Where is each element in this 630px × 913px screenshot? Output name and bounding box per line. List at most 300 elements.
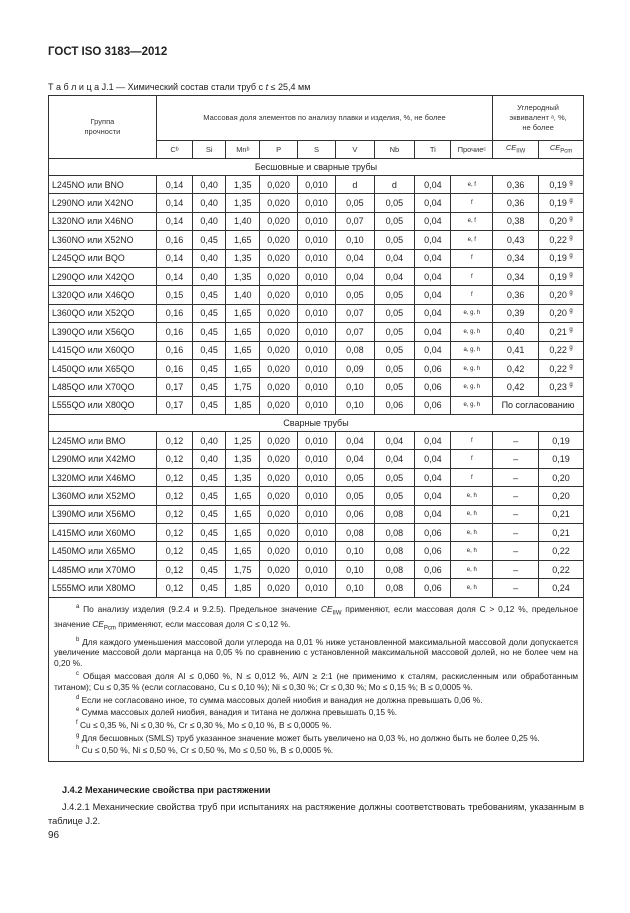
value-cell: 0,010 <box>297 212 335 230</box>
table-footnotes <box>49 597 584 762</box>
other-elements-cell: f <box>451 267 493 285</box>
other-elements-cell: e, h <box>451 579 493 597</box>
value-cell: 0,20 <box>539 468 584 486</box>
value-cell: 0,06 <box>415 579 451 597</box>
value-cell: 0,010 <box>297 231 335 249</box>
value-cell: 1,65 <box>226 304 260 322</box>
other-elements-cell: e, h <box>451 487 493 505</box>
value-cell: 0,15 <box>156 286 192 304</box>
value-cell: 0,010 <box>297 286 335 304</box>
grade-cell: L245MO или BMO <box>49 432 157 450</box>
other-elements-cell: e, h <box>451 560 493 578</box>
table-row <box>49 267 584 285</box>
value-cell: 0,12 <box>156 505 192 523</box>
value-cell: 0,020 <box>260 505 297 523</box>
value-cell: 0,10 <box>336 579 374 597</box>
other-elements-cell: f <box>451 194 493 212</box>
grade-cell: L245NO или BNO <box>49 176 157 194</box>
value-cell: 0,41 <box>493 341 539 359</box>
header-element-col: P <box>260 141 297 159</box>
ce-by-agreement: По согласованию <box>493 396 584 414</box>
table-row <box>49 212 584 230</box>
grade-cell: L415MO или X60MO <box>49 524 157 542</box>
value-cell: 0,020 <box>260 231 297 249</box>
grade-cell: L450MO или X65MO <box>49 542 157 560</box>
header-element-col: Прочиеᶜ <box>451 141 493 159</box>
value-cell: 0,45 <box>193 487 226 505</box>
value-cell: 0,010 <box>297 249 335 267</box>
value-cell: 0,12 <box>156 560 192 578</box>
value-cell: 0,12 <box>156 468 192 486</box>
value-cell: 0,12 <box>156 432 192 450</box>
other-elements-cell: e, f <box>451 231 493 249</box>
footnote-h: $^h$ Cu ≤ 0,50 %, Ni ≤ 0,50 %, Cr ≤ 0,50 %, Mo ≤ 0,50 %, B ≤ 0,0005 %. <box>76 745 334 756</box>
value-cell: 0,38 <box>493 212 539 230</box>
value-cell: 0,010 <box>297 560 335 578</box>
value-cell: 0,10 <box>336 396 374 414</box>
value-cell: 1,65 <box>226 542 260 560</box>
footnote-b: $^b$ Для каждого уменьшения массовой доли углерода на 0,01 % ниже установленной максимальной массовой доли допускается увеличение массовой доли марганца на 0,05 % по сравнению с установленной максимальной массовой долей, но не более чем на 0,20 %. <box>54 636 578 669</box>
value-cell: 0,020 <box>260 304 297 322</box>
value-cell: 0,45 <box>193 524 226 542</box>
other-elements-cell: f <box>451 432 493 450</box>
value-cell: 0,05 <box>374 194 415 212</box>
value-cell: 0,020 <box>260 487 297 505</box>
table-row <box>49 286 584 304</box>
table-row <box>49 323 584 341</box>
value-cell: 0,19 $^g$ <box>539 176 584 194</box>
value-cell: 0,14 <box>156 212 192 230</box>
grade-cell: L320NO или X46NO <box>49 212 157 230</box>
value-cell: 1,65 <box>226 524 260 542</box>
value-cell: 1,75 <box>226 378 260 396</box>
value-cell: 1,85 <box>226 396 260 414</box>
value-cell: 0,04 <box>336 450 374 468</box>
value-cell: 1,35 <box>226 194 260 212</box>
value-cell: 0,04 <box>374 249 415 267</box>
other-elements-cell: e, g, h <box>451 378 493 396</box>
value-cell: 0,21 $^g$ <box>539 323 584 341</box>
value-cell: 0,020 <box>260 579 297 597</box>
value-cell: 0,04 <box>415 194 451 212</box>
value-cell: 0,020 <box>260 359 297 377</box>
value-cell: 0,06 <box>374 396 415 414</box>
value-cell: 0,08 <box>336 341 374 359</box>
value-cell: 0,05 <box>336 468 374 486</box>
grade-cell: L320QO или X46QO <box>49 286 157 304</box>
caption-suffix: ≤ 25,4 мм <box>270 82 311 92</box>
value-cell: 0,06 <box>415 378 451 396</box>
value-cell: 0,05 <box>374 212 415 230</box>
value-cell: 0,04 <box>336 432 374 450</box>
value-cell: 0,020 <box>260 323 297 341</box>
value-cell: 0,39 <box>493 304 539 322</box>
value-cell: 0,020 <box>260 267 297 285</box>
table-row <box>49 524 584 542</box>
value-cell: – <box>493 505 539 523</box>
grade-cell: L245QO или BQO <box>49 249 157 267</box>
other-elements-cell: a, g, h <box>451 341 493 359</box>
chemical-composition-table <box>48 95 584 762</box>
value-cell: 0,020 <box>260 524 297 542</box>
value-cell: 0,05 <box>374 359 415 377</box>
value-cell: 0,23 $^g$ <box>539 378 584 396</box>
value-cell: 1,85 <box>226 579 260 597</box>
other-elements-cell: f <box>451 249 493 267</box>
value-cell: 0,020 <box>260 396 297 414</box>
value-cell: 0,04 <box>374 432 415 450</box>
value-cell: 0,21 <box>539 505 584 523</box>
value-cell: 0,16 <box>156 231 192 249</box>
grade-cell: L415QO или X60QO <box>49 341 157 359</box>
value-cell: 0,010 <box>297 304 335 322</box>
section-welded: Сварные трубы <box>49 415 584 432</box>
grade-cell: L485MO или X70MO <box>49 560 157 578</box>
value-cell: 0,010 <box>297 359 335 377</box>
value-cell: 1,65 <box>226 487 260 505</box>
value-cell: 1,35 <box>226 267 260 285</box>
table-row <box>49 542 584 560</box>
table-row <box>49 359 584 377</box>
value-cell: 0,36 <box>493 194 539 212</box>
grade-cell: L290QO или X42QO <box>49 267 157 285</box>
value-cell: 0,45 <box>193 396 226 414</box>
value-cell: e, g, h <box>451 396 493 414</box>
other-elements-cell: e, g, h <box>451 304 493 322</box>
header-element-col: Mnᵇ <box>226 141 260 159</box>
value-cell: 1,65 <box>226 323 260 341</box>
value-cell: – <box>493 542 539 560</box>
value-cell: 0,19 $^g$ <box>539 267 584 285</box>
value-cell: 0,21 <box>539 524 584 542</box>
table-row <box>49 249 584 267</box>
value-cell: 0,06 <box>415 396 451 414</box>
other-elements-cell: e, g, h <box>451 323 493 341</box>
value-cell: 0,06 <box>415 560 451 578</box>
value-cell: 0,010 <box>297 341 335 359</box>
value-cell: 0,04 <box>415 468 451 486</box>
footnote-f: $^f$ Cu ≤ 0,35 %, Ni ≤ 0,30 %, Cr ≤ 0,30 %, Mo ≤ 0,10 %, B ≤ 0,0005 %. <box>76 719 332 730</box>
grade-cell: L555QO или X80QO <box>49 396 157 414</box>
value-cell: 0,16 <box>156 304 192 322</box>
value-cell: 0,22 $^g$ <box>539 359 584 377</box>
table-row <box>49 579 584 597</box>
value-cell: 0,04 <box>415 286 451 304</box>
value-cell: 0,04 <box>415 487 451 505</box>
value-cell: 0,07 <box>336 212 374 230</box>
value-cell: 0,45 <box>193 579 226 597</box>
value-cell: 0,45 <box>193 341 226 359</box>
value-cell: 0,08 <box>374 505 415 523</box>
table-row <box>49 468 584 486</box>
header-ce-iiw: $CE_{IIW}$ <box>493 141 539 159</box>
other-elements-cell: f <box>451 450 493 468</box>
value-cell: 0,45 <box>193 286 226 304</box>
value-cell: 0,07 <box>336 323 374 341</box>
value-cell: 0,010 <box>297 432 335 450</box>
value-cell: 0,40 <box>193 450 226 468</box>
value-cell: 0,05 <box>374 468 415 486</box>
table-row <box>49 378 584 396</box>
table-row <box>49 176 584 194</box>
value-cell: 0,09 <box>336 359 374 377</box>
footnote-d: $^d$ Если не согласовано иное, то сумма массовых долей ниобия и ванадия не должна превышать 0,06 %. <box>76 694 483 705</box>
table-row <box>49 505 584 523</box>
section-seamless-welded: Бесшовные и сварные трубы <box>49 159 584 176</box>
value-cell: 0,04 <box>415 267 451 285</box>
value-cell: 0,05 <box>336 286 374 304</box>
value-cell: 0,20 $^g$ <box>539 212 584 230</box>
header-element-col: S <box>297 141 335 159</box>
value-cell: 1,65 <box>226 341 260 359</box>
value-cell: 0,08 <box>374 542 415 560</box>
value-cell: – <box>493 560 539 578</box>
caption-symbol: t <box>265 82 269 92</box>
value-cell: 0,45 <box>193 542 226 560</box>
other-elements-cell: f <box>451 286 493 304</box>
other-elements-cell: f <box>451 468 493 486</box>
value-cell: 0,22 $^g$ <box>539 231 584 249</box>
value-cell: 0,010 <box>297 396 335 414</box>
header-mass-fraction: Массовая доля элементов по анализу плавки и изделия, %, не более <box>156 96 492 141</box>
value-cell: 0,010 <box>297 450 335 468</box>
value-cell: 0,04 <box>415 231 451 249</box>
value-cell: 0,010 <box>297 524 335 542</box>
value-cell: 1,40 <box>226 286 260 304</box>
value-cell: 0,010 <box>297 487 335 505</box>
value-cell: 0,40 <box>493 323 539 341</box>
other-elements-cell: e, g, h <box>451 359 493 377</box>
value-cell: 0,010 <box>297 505 335 523</box>
value-cell: 0,06 <box>415 359 451 377</box>
value-cell: 0,020 <box>260 542 297 560</box>
value-cell: 0,20 <box>539 487 584 505</box>
value-cell: 0,45 <box>193 323 226 341</box>
header-element-col: Nb <box>374 141 415 159</box>
value-cell: 0,04 <box>374 450 415 468</box>
value-cell: 0,05 <box>374 487 415 505</box>
value-cell: 0,43 <box>493 231 539 249</box>
value-cell: 0,19 <box>539 450 584 468</box>
value-cell: 0,45 <box>193 359 226 377</box>
page-number: 96 <box>48 830 60 841</box>
value-cell: 0,020 <box>260 194 297 212</box>
value-cell: 0,020 <box>260 176 297 194</box>
section-heading: J.4.2 Механические свойства при растяжении <box>62 785 271 795</box>
value-cell: 0,04 <box>415 176 451 194</box>
other-elements-cell: e, h <box>451 524 493 542</box>
value-cell: 0,20 $^g$ <box>539 286 584 304</box>
value-cell: 0,020 <box>260 378 297 396</box>
caption-prefix: Т а б л и ц а J.1 — Химический состав стали труб с <box>48 82 264 92</box>
value-cell: 0,05 <box>374 378 415 396</box>
value-cell: 0,42 <box>493 359 539 377</box>
value-cell: – <box>493 579 539 597</box>
value-cell: 1,35 <box>226 468 260 486</box>
value-cell: – <box>493 450 539 468</box>
value-cell: 0,40 <box>193 212 226 230</box>
grade-cell: L485QO или X70QO <box>49 378 157 396</box>
value-cell: 0,22 <box>539 542 584 560</box>
value-cell: 1,35 <box>226 176 260 194</box>
value-cell: 0,17 <box>156 378 192 396</box>
value-cell: 0,45 <box>193 378 226 396</box>
grade-cell: L360QO или X52QO <box>49 304 157 322</box>
value-cell: 0,40 <box>193 267 226 285</box>
table-row <box>49 194 584 212</box>
value-cell: 0,45 <box>193 468 226 486</box>
table-row <box>49 450 584 468</box>
value-cell: 0,04 <box>415 249 451 267</box>
value-cell: 0,020 <box>260 450 297 468</box>
other-elements-cell: e, h <box>451 542 493 560</box>
value-cell: 0,34 <box>493 267 539 285</box>
value-cell: 0,08 <box>374 560 415 578</box>
grade-cell: L290MO или X42MO <box>49 450 157 468</box>
value-cell: 1,65 <box>226 231 260 249</box>
value-cell: 0,020 <box>260 468 297 486</box>
value-cell: 0,10 <box>336 231 374 249</box>
value-cell: 0,04 <box>415 341 451 359</box>
value-cell: 0,06 <box>415 542 451 560</box>
value-cell: 0,010 <box>297 176 335 194</box>
value-cell: 0,05 <box>374 286 415 304</box>
value-cell: 0,010 <box>297 267 335 285</box>
value-cell: 1,75 <box>226 560 260 578</box>
value-cell: 0,05 <box>374 304 415 322</box>
value-cell: d <box>336 176 374 194</box>
value-cell: 0,06 <box>415 524 451 542</box>
value-cell: 0,04 <box>415 323 451 341</box>
value-cell: 0,05 <box>336 487 374 505</box>
value-cell: 0,07 <box>336 304 374 322</box>
grade-cell: L555MO или X80MO <box>49 579 157 597</box>
value-cell: 0,04 <box>415 450 451 468</box>
header-element-col: Cᵇ <box>156 141 192 159</box>
grade-cell: L450QO или X65QO <box>49 359 157 377</box>
value-cell: 0,04 <box>374 267 415 285</box>
header-carbon-equivalent: Углеродный эквивалент ᵃ, %, не более <box>493 96 584 141</box>
value-cell: 0,08 <box>374 524 415 542</box>
value-cell: 1,25 <box>226 432 260 450</box>
value-cell: 0,010 <box>297 468 335 486</box>
grade-cell: L390QO или X56QO <box>49 323 157 341</box>
value-cell: 0,05 <box>374 341 415 359</box>
value-cell: 0,22 <box>539 560 584 578</box>
other-elements-cell: e, f <box>451 176 493 194</box>
value-cell: 0,04 <box>336 267 374 285</box>
value-cell: 0,40 <box>193 176 226 194</box>
value-cell: – <box>493 432 539 450</box>
header-element-col: Si <box>193 141 226 159</box>
document-header: ГОСТ ISO 3183—2012 <box>48 46 168 58</box>
value-cell: 0,010 <box>297 542 335 560</box>
grade-cell: L390MO или X56MO <box>49 505 157 523</box>
value-cell: 0,45 <box>193 304 226 322</box>
table-row <box>49 560 584 578</box>
value-cell: 0,14 <box>156 267 192 285</box>
value-cell: 0,020 <box>260 560 297 578</box>
grade-cell: L360MO или X52MO <box>49 487 157 505</box>
value-cell: 0,020 <box>260 432 297 450</box>
value-cell: d <box>374 176 415 194</box>
value-cell: 0,16 <box>156 341 192 359</box>
value-cell: 0,10 <box>336 560 374 578</box>
value-cell: 0,34 <box>493 249 539 267</box>
value-cell: 1,40 <box>226 212 260 230</box>
table-row <box>49 304 584 322</box>
value-cell: 0,020 <box>260 341 297 359</box>
value-cell: – <box>493 487 539 505</box>
value-cell: 0,05 <box>336 194 374 212</box>
table-caption <box>48 82 310 92</box>
value-cell: 0,04 <box>415 432 451 450</box>
value-cell: 0,04 <box>415 212 451 230</box>
value-cell: 0,16 <box>156 359 192 377</box>
grade-cell: L320MO или X46MO <box>49 468 157 486</box>
header-group: Группа прочности <box>49 96 157 159</box>
value-cell: 0,010 <box>297 194 335 212</box>
table-row <box>49 341 584 359</box>
value-cell: 0,12 <box>156 542 192 560</box>
value-cell: 0,12 <box>156 524 192 542</box>
grade-cell: L360NO или X52NO <box>49 231 157 249</box>
value-cell: 0,20 $^g$ <box>539 304 584 322</box>
value-cell: 0,020 <box>260 212 297 230</box>
value-cell: 0,40 <box>193 249 226 267</box>
value-cell: 0,14 <box>156 249 192 267</box>
value-cell: 0,42 <box>493 378 539 396</box>
value-cell: 0,10 <box>336 378 374 396</box>
value-cell: 0,24 <box>539 579 584 597</box>
value-cell: 0,45 <box>193 505 226 523</box>
value-cell: 0,08 <box>336 524 374 542</box>
value-cell: 0,36 <box>493 286 539 304</box>
value-cell: – <box>493 468 539 486</box>
header-element-col: V <box>336 141 374 159</box>
footnote-c: $^c$ Общая массовая доля Al ≤ 0,060 %, N ≤ 0,012 %, Al/N ≥ 2:1 (не применимо к сталям, раскисленным или обработанным титаном); Cu ≤ 0,35 % (если согласовано, Cu ≤ 0,10 %); Ni ≤ 0,30 %; Cr ≤ 0,30 %; Mo ≤ 0,15 %; B ≤ 0,0005 %. <box>54 670 579 692</box>
value-cell: 0,19 $^g$ <box>539 249 584 267</box>
value-cell: 0,020 <box>260 249 297 267</box>
value-cell: 0,40 <box>193 194 226 212</box>
other-elements-cell: e, f <box>451 212 493 230</box>
value-cell: 1,65 <box>226 359 260 377</box>
other-elements-cell: e, h <box>451 505 493 523</box>
value-cell: 0,12 <box>156 579 192 597</box>
value-cell: 0,04 <box>336 249 374 267</box>
value-cell: 1,35 <box>226 249 260 267</box>
table-row <box>49 231 584 249</box>
value-cell: 0,06 <box>336 505 374 523</box>
value-cell: 1,65 <box>226 505 260 523</box>
value-cell: 0,16 <box>156 323 192 341</box>
value-cell: 0,19 <box>539 432 584 450</box>
value-cell: 0,14 <box>156 194 192 212</box>
value-cell: – <box>493 524 539 542</box>
value-cell: 0,010 <box>297 579 335 597</box>
value-cell: 0,10 <box>336 542 374 560</box>
header-element-col: Ti <box>415 141 451 159</box>
value-cell: 0,04 <box>415 304 451 322</box>
value-cell: 0,45 <box>193 560 226 578</box>
value-cell: 0,40 <box>193 432 226 450</box>
value-cell: 0,010 <box>297 378 335 396</box>
value-cell: 0,17 <box>156 396 192 414</box>
value-cell: 0,36 <box>493 176 539 194</box>
table-row <box>49 432 584 450</box>
value-cell: 0,12 <box>156 487 192 505</box>
grade-cell: L290NO или X42NO <box>49 194 157 212</box>
